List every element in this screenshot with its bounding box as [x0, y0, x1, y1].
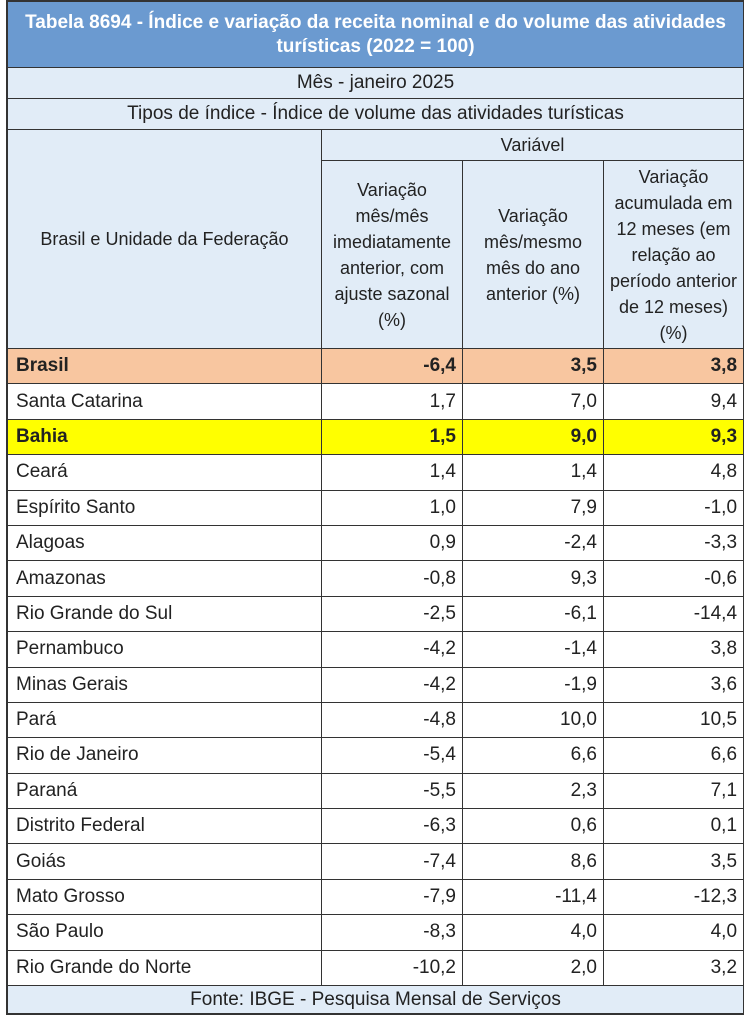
table-row	[8, 667, 744, 702]
year-over-year-value: 3,5	[463, 349, 604, 384]
table-row	[8, 490, 744, 525]
region-name-cell: Pará	[8, 702, 322, 737]
index-type-label: Tipos de índice - Índice de volume das atividades turísticas	[8, 99, 744, 130]
month-over-month-value: -5,4	[322, 738, 463, 773]
year-over-year-value: 4,0	[463, 915, 604, 950]
region-name-cell: Rio de Janeiro	[8, 738, 322, 773]
accumulated-12-months-value: -1,0	[604, 490, 744, 525]
month-over-month-value: -7,4	[322, 844, 463, 879]
year-over-year-value: 2,3	[463, 773, 604, 808]
year-over-year-value: 0,6	[463, 809, 604, 844]
table-title: Tabela 8694 - Índice e variação da receita nominal e do volume das atividades turísticas (2022 = 100)	[8, 2, 744, 68]
month-over-month-value: -5,5	[322, 773, 463, 808]
table-row	[8, 844, 744, 879]
accumulated-12-months-value: -14,4	[604, 596, 744, 631]
region-name-cell: Alagoas	[8, 525, 322, 560]
accumulated-12-months-value: -0,6	[604, 561, 744, 596]
month-over-month-value: -4,8	[322, 702, 463, 737]
table-row	[8, 384, 744, 419]
accumulated-12-months-value: 9,4	[604, 384, 744, 419]
year-over-year-value: 2,0	[463, 950, 604, 985]
accumulated-12-months-value: 3,8	[604, 632, 744, 667]
region-name-cell: Rio Grande do Sul	[8, 596, 322, 631]
region-name-cell: Santa Catarina	[8, 384, 322, 419]
region-name-cell: Espírito Santo	[8, 490, 322, 525]
table-row	[8, 632, 744, 667]
table-row	[8, 773, 744, 808]
month-over-month-value: -6,3	[322, 809, 463, 844]
accumulated-12-months-value: 4,8	[604, 455, 744, 490]
year-over-year-value: 7,0	[463, 384, 604, 419]
year-over-year-value: 1,4	[463, 455, 604, 490]
table-row	[8, 561, 744, 596]
accumulated-12-months-value: -12,3	[604, 879, 744, 914]
region-name-cell: Goiás	[8, 844, 322, 879]
region-name-cell: Ceará	[8, 455, 322, 490]
region-name-cell: Mato Grosso	[8, 879, 322, 914]
month-over-month-value: -0,8	[322, 561, 463, 596]
year-over-year-value: 7,9	[463, 490, 604, 525]
variavel-header: Variável	[322, 130, 744, 161]
month-over-month-value: -4,2	[322, 632, 463, 667]
region-name-cell: Amazonas	[8, 561, 322, 596]
tourism-index-table	[7, 1, 744, 1014]
region-column-header: Brasil e Unidade da Federação	[8, 130, 322, 349]
month-over-month-value: 0,9	[322, 525, 463, 560]
table-row	[8, 809, 744, 844]
month-label: Mês - janeiro 2025	[8, 68, 744, 99]
table-row	[8, 879, 744, 914]
accumulated-12-months-value: 3,8	[604, 349, 744, 384]
year-over-year-value: -1,4	[463, 632, 604, 667]
column-header-year-over-year: Variação mês/mesmo mês do ano anterior (%)	[463, 161, 604, 349]
year-over-year-value: -2,4	[463, 525, 604, 560]
accumulated-12-months-value: 6,6	[604, 738, 744, 773]
region-name-cell: Paraná	[8, 773, 322, 808]
table-row	[8, 596, 744, 631]
table-row	[8, 738, 744, 773]
year-over-year-value: 9,0	[463, 419, 604, 454]
year-over-year-value: 9,3	[463, 561, 604, 596]
accumulated-12-months-value: 10,5	[604, 702, 744, 737]
region-name-cell: Bahia	[8, 419, 322, 454]
table-row	[8, 525, 744, 560]
source-footer: Fonte: IBGE - Pesquisa Mensal de Serviços	[8, 986, 744, 1014]
year-over-year-value: -6,1	[463, 596, 604, 631]
month-over-month-value: 1,5	[322, 419, 463, 454]
region-name-cell: Pernambuco	[8, 632, 322, 667]
accumulated-12-months-value: 0,1	[604, 809, 744, 844]
accumulated-12-months-value: 9,3	[604, 419, 744, 454]
region-name-cell: Distrito Federal	[8, 809, 322, 844]
column-header-month-over-month: Variação mês/mês imediatamente anterior, com ajuste sazonal (%)	[322, 161, 463, 349]
month-over-month-value: -6,4	[322, 349, 463, 384]
month-over-month-value: -4,2	[322, 667, 463, 702]
column-header-accumulated-12-months: Variação acumulada em 12 meses (em relação ao período anterior de 12 meses) (%)	[604, 161, 744, 349]
table-row	[8, 702, 744, 737]
table-row	[8, 915, 744, 950]
table-row	[8, 455, 744, 490]
year-over-year-value: -1,9	[463, 667, 604, 702]
region-name-cell: São Paulo	[8, 915, 322, 950]
month-over-month-value: 1,0	[322, 490, 463, 525]
region-name-cell: Rio Grande do Norte	[8, 950, 322, 985]
month-over-month-value: 1,4	[322, 455, 463, 490]
region-name-cell: Minas Gerais	[8, 667, 322, 702]
month-over-month-value: -7,9	[322, 879, 463, 914]
table-row	[8, 419, 744, 454]
month-over-month-value: -10,2	[322, 950, 463, 985]
accumulated-12-months-value: 4,0	[604, 915, 744, 950]
data-table-frame	[6, 0, 744, 1015]
year-over-year-value: 8,6	[463, 844, 604, 879]
table-row	[8, 349, 744, 384]
month-over-month-value: -2,5	[322, 596, 463, 631]
month-over-month-value: 1,7	[322, 384, 463, 419]
accumulated-12-months-value: 7,1	[604, 773, 744, 808]
accumulated-12-months-value: 3,2	[604, 950, 744, 985]
region-name-cell: Brasil	[8, 349, 322, 384]
table-row	[8, 950, 744, 985]
year-over-year-value: 10,0	[463, 702, 604, 737]
accumulated-12-months-value: -3,3	[604, 525, 744, 560]
month-over-month-value: -8,3	[322, 915, 463, 950]
year-over-year-value: 6,6	[463, 738, 604, 773]
year-over-year-value: -11,4	[463, 879, 604, 914]
accumulated-12-months-value: 3,5	[604, 844, 744, 879]
accumulated-12-months-value: 3,6	[604, 667, 744, 702]
